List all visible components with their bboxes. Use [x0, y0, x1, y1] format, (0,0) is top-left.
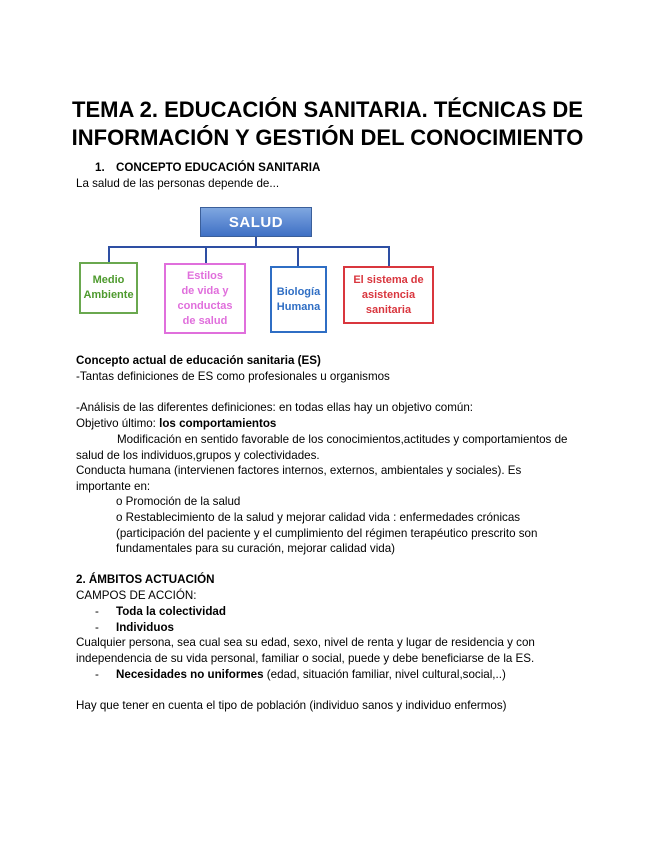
conduct-line1: Conducta humana (intervienen factores internos, externos, ambientales y sociales). Es	[76, 464, 522, 477]
connector-3	[297, 246, 299, 266]
campos-label: CAMPOS DE ACCIÓN:	[76, 589, 197, 602]
bullet-restablecimiento-2: (participación del paciente y el cumplimiento del régimen terapéutico prescrito son	[116, 527, 538, 540]
section1-number: 1.	[95, 161, 105, 174]
modification-line2: salud de los individuos,grupos y colectividades.	[76, 449, 320, 462]
connector-2	[205, 246, 207, 263]
salud-box: SALUD	[200, 207, 312, 237]
dash-3: -	[95, 668, 99, 681]
concept-heading: Concepto actual de educación sanitaria (ES)	[76, 354, 321, 367]
page-title-line2: INFORMACIÓN Y GESTIÓN DEL CONOCIMIENTO	[71, 125, 584, 150]
section2-heading: 2. ÁMBITOS ACTUACIÓN	[76, 573, 215, 586]
bullet-promocion: o Promoción de la salud	[116, 495, 241, 508]
item-necesidades: Necesidades no uniformes (edad, situación familiar, nivel cultural,social,..)	[116, 668, 506, 681]
page-title-line1: TEMA 2. EDUCACIÓN SANITARIA. TÉCNICAS DE	[72, 97, 583, 122]
section1-heading: CONCEPTO EDUCACIÓN SANITARIA	[116, 161, 321, 174]
bullet-restablecimiento-3: fundamentales para su curación, mejorar calidad vida)	[116, 542, 396, 555]
item-toda-colectividad: Toda la colectividad	[116, 605, 226, 618]
bullet-restablecimiento-1: o Restablecimiento de la salud y mejorar calidad vida : enfermedades crónicas	[116, 511, 521, 524]
box-biologia-humana: Biología Humana	[270, 266, 327, 333]
final-line: Hay que tener en cuenta el tipo de población (individuo sanos y individuo enfermos)	[76, 699, 507, 712]
objective-line: Objetivo último: los comportamientos	[76, 417, 277, 430]
para-line1: Cualquier persona, sea cual sea su edad, sexo, nivel de renta y lugar de residencia y con	[76, 636, 535, 649]
connector-1	[108, 246, 110, 262]
box-sistema-asistencia: El sistema de asistencia sanitaria	[343, 266, 434, 324]
concept-line1: -Tantas definiciones de ES como profesionales u organismos	[76, 370, 390, 383]
conduct-line2: importante en:	[76, 480, 151, 493]
para-line2: independencia de su vida personal, familiar o social, puede y debe beneficiarse de la ES.	[76, 652, 535, 665]
box-medio-ambiente: Medio Ambiente	[79, 262, 138, 314]
dash-2: -	[95, 621, 99, 634]
connector-horizontal	[108, 246, 390, 248]
item-individuos: Individuos	[116, 621, 174, 634]
connector-4	[388, 246, 390, 266]
dash-1: -	[95, 605, 99, 618]
section1-intro: La salud de las personas depende de...	[76, 177, 280, 190]
modification-line1: Modificación en sentido favorable de los conocimientos,actitudes y comportamientos de	[117, 433, 568, 446]
box-estilos-de-vida: Estilos de vida y conductas de salud	[164, 263, 246, 334]
concept-line2: -Análisis de las diferentes definiciones: en todas ellas hay un objetivo común:	[76, 401, 473, 414]
